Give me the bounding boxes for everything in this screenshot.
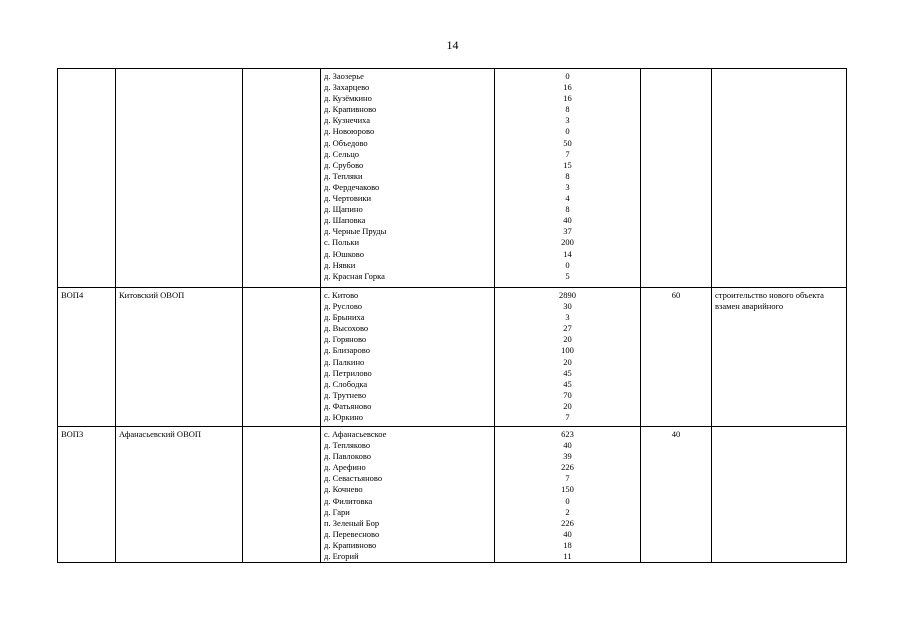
settlement-name: д. Высохово (324, 323, 369, 334)
settlement-list (321, 427, 495, 563)
settlement-name: д. Щапино (324, 204, 363, 215)
population-value: 8 (565, 104, 570, 115)
settlement-name: д. Перевесново (324, 528, 380, 539)
settlement-name: д. Сельцо (324, 148, 360, 159)
settlement-name: с. Китово (324, 290, 359, 300)
settlement-name: д. Красная Горка (324, 270, 385, 281)
population-value: 16 (563, 93, 572, 104)
population-value: 2890 (559, 290, 576, 300)
population-value: 20 (563, 400, 572, 411)
settlement-name: д. Брыниха (324, 312, 365, 323)
settlement-name: д. Фердечаково (324, 181, 380, 192)
population-value: 150 (561, 484, 574, 495)
settlement-name: д. Юшково (324, 248, 365, 259)
population-value: 7 (565, 148, 570, 159)
settlement-name: д. Заозерье (324, 71, 364, 81)
settlement-name: с. Польки (324, 237, 360, 248)
settlement-name: д. Тепляки (324, 170, 363, 181)
population-value: 226 (561, 462, 574, 473)
row-code: ВОП4 (58, 288, 116, 427)
population-value: 20 (563, 334, 572, 345)
settlement-name: д. Кузнечиха (324, 115, 371, 126)
settlement-name: д. Севастьяново (324, 473, 383, 484)
settlement-name: д. Руслово (324, 301, 363, 312)
population-value: 20 (563, 356, 572, 367)
population-value: 37 (563, 226, 572, 237)
population-value: 3 (565, 115, 570, 126)
population-value: 40 (563, 215, 572, 226)
row-code: ВОП3 (58, 427, 116, 563)
row-note (712, 427, 847, 563)
settlement-name: д. Чертовики (324, 193, 372, 204)
row-facility-name: Китовский ОВОП (116, 288, 243, 427)
population-value: 14 (563, 248, 572, 259)
population-value: 11 (563, 551, 572, 562)
settlement-name: д. Крапивново (324, 104, 377, 115)
settlement-name: д. Объедово (324, 137, 368, 148)
population-value: 7 (565, 412, 570, 423)
settlement-name: д. Арефино (324, 462, 366, 473)
settlement-name: д. Горяново (324, 334, 367, 345)
population-value: 100 (561, 345, 574, 356)
table-row (58, 427, 847, 563)
table-row (58, 288, 847, 427)
settlement-list (321, 288, 495, 427)
settlement-name: д. Захарцево (324, 82, 370, 93)
population-value: 70 (563, 389, 572, 400)
population-value: 5 (565, 270, 570, 281)
settlement-list (321, 69, 495, 288)
settlement-name: д. Срубово (324, 159, 364, 170)
population-value: 16 (563, 82, 572, 93)
population-value: 4 (565, 193, 570, 204)
settlement-name: д. Тепляково (324, 440, 371, 451)
settlement-name: д. Новоюрово (324, 126, 375, 137)
population-value: 40 (563, 440, 572, 451)
settlement-name: д. Юркино (324, 412, 364, 423)
population-value: 0 (565, 495, 570, 506)
settlement-name: д. Шаповка (324, 215, 366, 226)
population-value: 15 (563, 159, 572, 170)
row-capacity: 60 (641, 288, 712, 427)
table-row (58, 69, 847, 288)
row-code (58, 69, 116, 288)
population-value: 226 (561, 517, 574, 528)
population-value: 18 (563, 539, 572, 550)
population-value: 0 (565, 71, 570, 81)
population-value: 30 (563, 301, 572, 312)
settlement-name: д. Фатьяново (324, 400, 372, 411)
population-value: 8 (565, 170, 570, 181)
settlement-name: д. Трутнево (324, 389, 367, 400)
settlement-name: д. Черные Пруды (324, 226, 387, 237)
settlement-name: д. Нявки (324, 259, 356, 270)
population-value: 8 (565, 204, 570, 215)
settlement-name: с. Афанасьевское (324, 429, 387, 439)
row-extra (243, 69, 321, 288)
settlement-name: д. Кузёмкино (324, 93, 372, 104)
population-value: 0 (565, 259, 570, 270)
population-value: 3 (565, 181, 570, 192)
population-value: 623 (561, 429, 574, 439)
population-value: 2 (565, 506, 570, 517)
settlement-name: д. Павлоково (324, 451, 372, 462)
settlement-name: д. Палкино (324, 356, 365, 367)
settlements-table (57, 68, 847, 563)
row-facility-name: Афанасьевский ОВОП (116, 427, 243, 563)
row-capacity: 40 (641, 427, 712, 563)
population-value: 45 (563, 378, 572, 389)
row-extra (243, 427, 321, 563)
row-extra (243, 288, 321, 427)
row-capacity (641, 69, 712, 288)
population-list (495, 427, 641, 563)
population-value: 0 (565, 126, 570, 137)
settlement-name: д. Близарово (324, 345, 370, 356)
population-value: 3 (565, 312, 570, 323)
population-value: 200 (561, 237, 574, 248)
row-facility-name (116, 69, 243, 288)
page-number: 14 (446, 38, 459, 52)
settlement-name: п. Зеленый Бор (324, 517, 380, 528)
settlement-name: д. Кочнево (324, 484, 363, 495)
row-note (712, 69, 847, 288)
population-value: 45 (563, 367, 572, 378)
population-value: 50 (563, 137, 572, 148)
row-note: строительство нового объекта взамен аварийного (712, 288, 847, 427)
settlement-name: д. Егорий (324, 551, 359, 562)
settlement-name: д. Крапивново (324, 539, 377, 550)
settlement-name: д. Слободка (324, 378, 368, 389)
population-value: 39 (563, 451, 572, 462)
population-value: 40 (563, 528, 572, 539)
population-value: 27 (563, 323, 572, 334)
settlement-name: д. Петрилово (324, 367, 372, 378)
population-list (495, 69, 641, 288)
population-value: 7 (565, 473, 570, 484)
population-list (495, 288, 641, 427)
settlement-name: д. Филитовка (324, 495, 373, 506)
settlement-name: д. Гари (324, 506, 350, 517)
